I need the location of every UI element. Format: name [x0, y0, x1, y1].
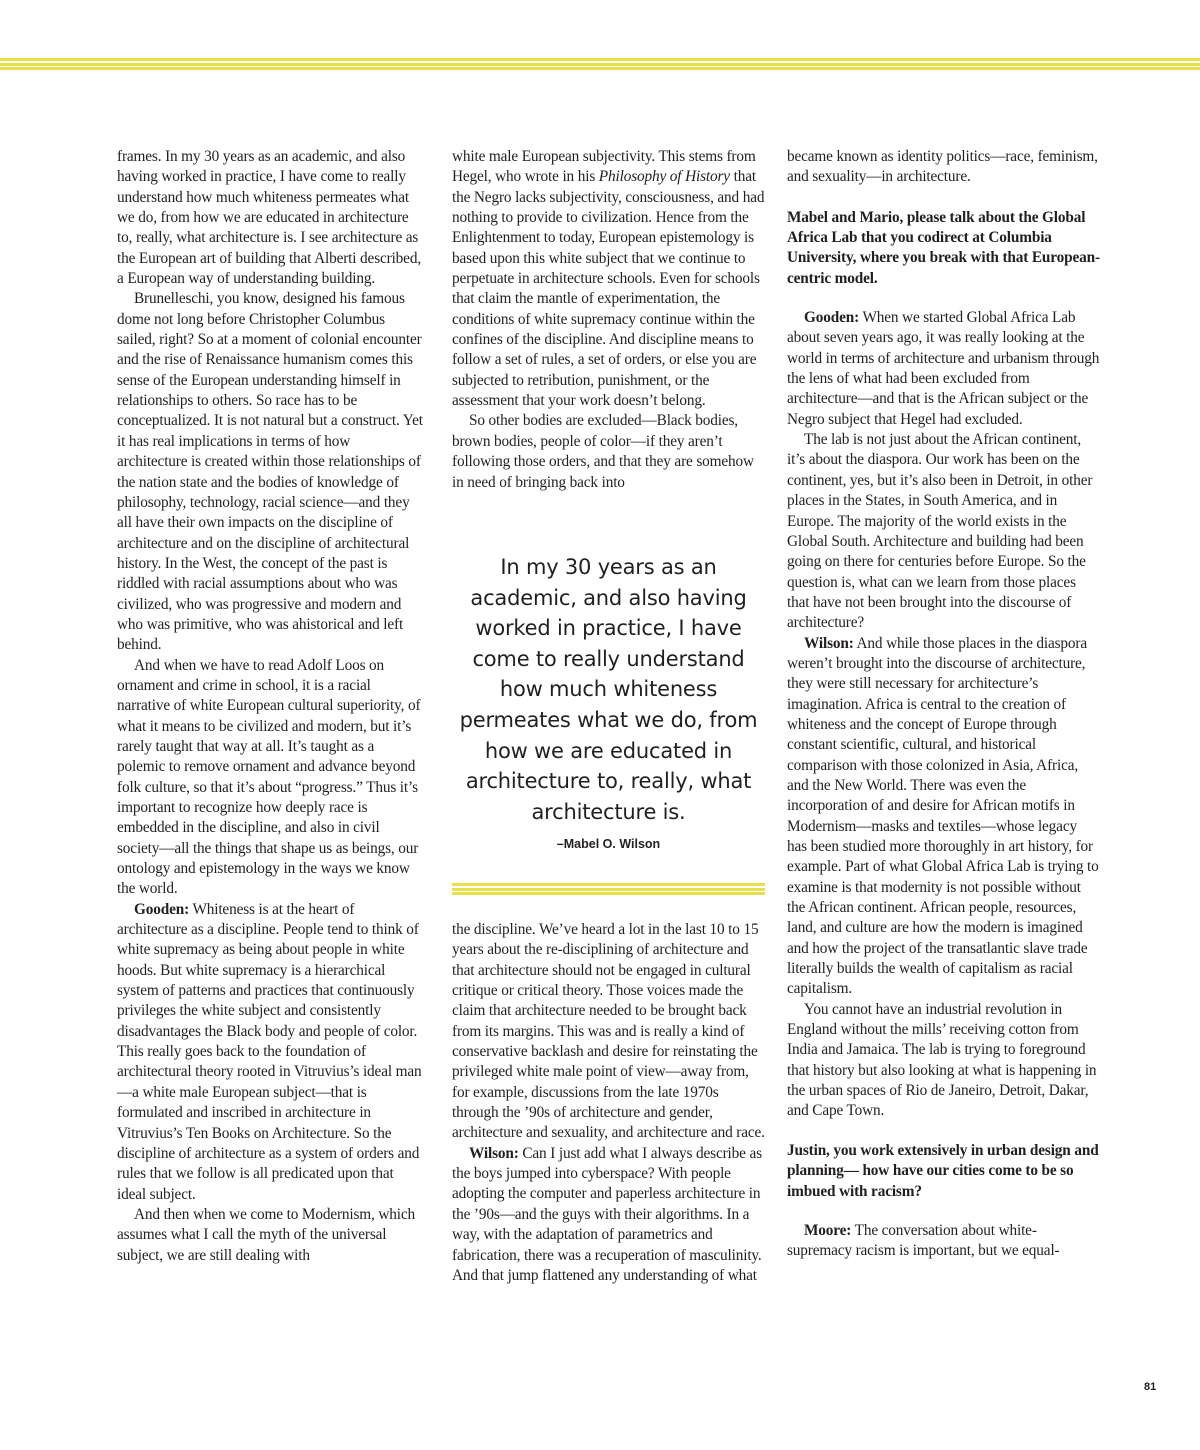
page-number: 81	[1144, 1381, 1157, 1393]
top-decorative-rule	[0, 58, 1200, 70]
paragraph: frames. In my 30 years as an academic, and also having worked in practice, I have come to really understand how much whiteness permeates what we do, from how we are educated in architecture to, really, what architecture is. I see architecture as the European art of building that Alberti described, a European way of understanding building.	[117, 148, 421, 288]
paragraph-text: The conversation about white-supremacy racism is important, but we equal-	[787, 1221, 1060, 1260]
speaker-name: Gooden:	[804, 309, 860, 327]
book-title: Philosophy of History	[598, 168, 730, 186]
paragraph: You cannot have an industrial revolution in England without the mills’ receiving cotton from India and Jamaica. The lab is trying to foreground that history but also looking at what is happening in the urban spaces of Rio de Janeiro, Detroit, Dakar, and Cape Town.	[787, 1000, 1097, 1120]
paragraph: Brunelleschi, you know, designed his famous dome not long before Christopher Columbus sailed, right? So at a moment of colonial encounter and the rise of Renaissance humanism comes this sense of the European understanding himself in relationships to others. So race has to be conceptualized. It is not natural but a construct. Yet it has real implications in terms of how architecture is created within those relationships of the nation state and the bodies of knowledge of philosophy, technology, racial science—and they all have their own impacts on the discipline of architecture and on the discipline of architectural history. In the West, the concept of the past is riddled with racial assumptions about who was civilized, who was progressive and modern and who was primitive, who was ahistorical and left behind.	[117, 290, 423, 654]
column-2-bottom	[452, 920, 765, 1286]
paragraph: the discipline. We’ve heard a lot in the last 10 to 15 years about the re-disciplining of architecture and that architecture should not be engaged in cultural critique or critical theory. Those voices made the claim that architecture needed to be brought back from its margins. This was and is really a kind of conservative backlash and desire for reinstating the privileged white male point of view—away from, for example, discussions from the late 1970s through the ’90s of architecture and gender, architecture and sexuality, and architecture and race.	[452, 921, 765, 1142]
paragraph	[787, 634, 1100, 1000]
paragraph-text: When we started Global Africa Lab about seven years ago, it was really looking at the world in terms of architecture and urbanism through the lens of what had been excluded from architecture—and that is the African subject or the Negro subject that Hegel had excluded.	[787, 309, 1100, 428]
paragraph-text: Whiteness is at the heart of architecture as a discipline. People tend to think of white supremacy as being about people in white hoods. But white supremacy is a hierarchical system of patterns and practices that continuously privileges the white subject and consistently disadvantages the Black body and people of color. This really goes back to the foundation of architectural theory rooted in Vitruvius’s ideal man—a white male European subject—that is formulated and inscribed in architecture in Vitruvius’s Ten Books on Architecture. So the discipline of architecture as a system of orders and rules that we follow is all predicated upon that ideal subject.	[117, 900, 422, 1203]
paragraph	[452, 1144, 765, 1286]
paragraph-text: that the Negro lacks subjectivity, consciousness, and had nothing to provide to civilization. Hence from the Enlightenment to today, European epistemology is based upon this white subject that we continue to perpetuate in architecture schools. Even for schools that claim the mantle of experimentation, the conditions of white supremacy continue within the confines of the discipline. And discipline means to follow a set of rules, a set of orders, or else you are subjected to retribution, punishment, or the assessment that your work doesn’t belong.	[452, 168, 765, 410]
pull-quote-text: In my 30 years as an academic, and also having worked in practice, I have come to really understand how much whiteness permeates what we do, from how we are educated in architecture to, really, what architecture is.	[459, 555, 758, 824]
paragraph-text: white male European subjectivity. This stems from Hegel, who wrote in his	[452, 148, 756, 186]
paragraph-text: And while those places in the diaspora weren’t brought into the discourse of architecture, they were still necessary for architecture’s imagination. Africa is central to the creation of whiteness and the concept of Europe through constant scientific, cultural, and historical comparison with those colonized in Asia, Africa, and the New World. There was even the incorporation of and desire for African motifs in Modernism—masks and textiles—whose legacy has been studied more thoroughly in art history, for example. Part of what Global Africa Lab is trying to examine is that modernity is not possible without the African continent. African people, resources, land, and culture are how the modern is imagined and how the project of the transatlantic slave trade literally builds the wealth of capitalism as racial capitalism.	[787, 634, 1099, 998]
paragraph: became known as identity politics—race, feminism, and sexuality—in architecture.	[787, 148, 1098, 186]
paragraph	[117, 900, 424, 1205]
paragraph	[787, 1221, 1100, 1262]
paragraph: And when we have to read Adolf Loos on ornament and crime in school, it is a racial narrative of white European cultural superiority, of what it means to be civilized and modern, but it’s rarely taught that way at all. It’s taught as a polemic to remove ornament and advance beyond folk culture, so that it’s about “progress.” Thus it’s important to recognize how deeply race is embedded in the discipline, and also in civil society—all the things that shape us as beings, our ontology and epistemology in the ways we know the world.	[117, 656, 421, 898]
speaker-name: Gooden:	[134, 900, 190, 918]
paragraph	[787, 308, 1100, 430]
column-1	[117, 147, 424, 1266]
paragraph: And then when we come to Modernism, which assumes what I call the myth of the universal subject, we are still dealing with	[117, 1205, 416, 1264]
column-2-top	[452, 147, 765, 493]
speaker-name: Wilson:	[804, 634, 854, 652]
speaker-name: Moore:	[804, 1221, 852, 1239]
paragraph: The lab is not just about the African continent, it’s about the diaspora. Our work has been on the continent, yes, but it’s also been in Detroit, in other places in the States, in South America, and in Europe. The majority of the world exists in the Global South. Architecture and building had been going on there for centuries before Europe. So the question is, what can we learn from those places that have not been brought into the discourse of architecture?	[787, 431, 1093, 632]
speaker-name: Wilson:	[469, 1144, 519, 1162]
interview-question: Justin, you work extensively in urban design and planning— how have our cities come to be so imbued with racism?	[787, 1141, 1099, 1200]
column-3	[787, 147, 1100, 1262]
paragraph	[452, 147, 765, 411]
paragraph: So other bodies are excluded—Black bodies, brown bodies, people of color—if they aren’t following those orders, and that they are somehow in need of bringing back into	[452, 412, 754, 491]
interview-question: Mabel and Mario, please talk about the Global Africa Lab that you codirect at Columbia University, where you break with that European-centric model.	[787, 208, 1100, 287]
pull-quote-attribution: –Mabel O. Wilson	[556, 837, 661, 852]
pull-quote-rule	[452, 883, 765, 895]
paragraph-text: Can I just add what I always describe as the boys jumped into cyberspace? With people adopting the computer and paperless architecture in the ’90s—and the guys with their algorithms. In a way, with the adaptation of parametrics and fabrication, there was a recuperation of masculinity. And that jump flattened any understanding of what	[452, 1144, 762, 1284]
pull-quote	[452, 552, 765, 851]
